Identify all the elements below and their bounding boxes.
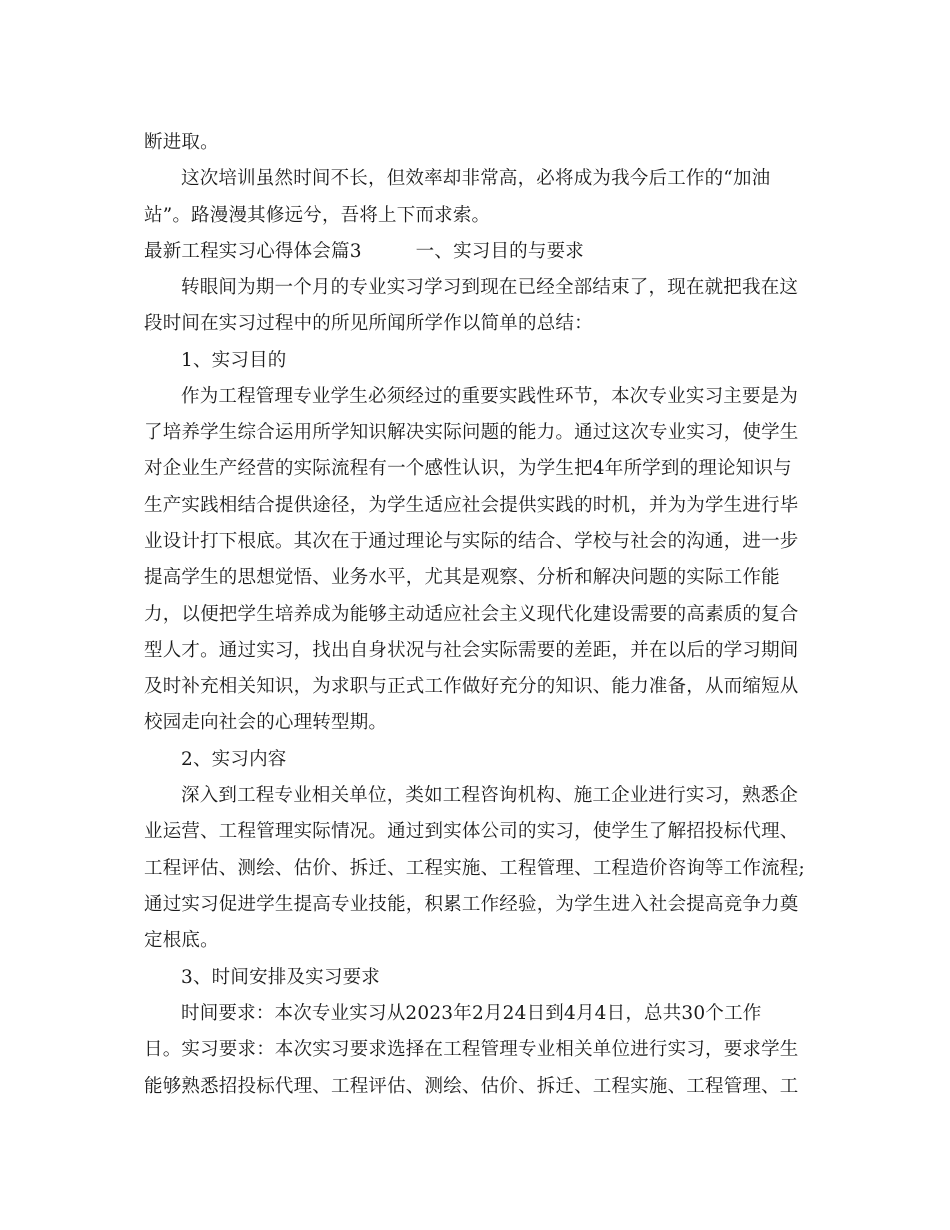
text-line: 校园走向社会的心理转型期。	[144, 712, 388, 733]
section-heading-line	[144, 240, 584, 264]
text-line: 日。实习要求：本次实习要求选择在工程管理专业相关单位进行实习，要求学生	[144, 1039, 799, 1060]
text-line: 生产实践相结合提供途径，为学生适应社会提供实践的时机，并为为学生进行毕	[144, 495, 799, 516]
text-line: 这次培训虽然时间不长，但效率却非常高，必将成为我今后工作的“加油	[181, 168, 771, 189]
text-line: 站”。路漫漫其修远兮，吾将上下而求索。	[144, 205, 491, 226]
text-line: 提高学生的思想觉悟、业务水平，尤其是观察、分析和解决问题的实际工作能	[144, 567, 780, 588]
text-line: 业设计打下根底。其次在于通过理论与实际的结合、学校与社会的沟通，进一步	[144, 531, 799, 552]
section-title: 最新工程实习心得体会篇3	[144, 241, 362, 262]
text-line: 能够熟悉招投标代理、工程评估、测绘、估价、拆迁、工程实施、工程管理、工	[144, 1076, 799, 1097]
text-line: 作为工程管理专业学生必须经过的重要实践性环节，本次专业实习主要是为	[181, 386, 799, 407]
text-line: 力，以便把学生培养成为能够主动适应社会主义现代化建设需要的高素质的复合	[144, 604, 799, 625]
subheading: 1、实习目的	[181, 350, 287, 371]
text-line: 业运营、工程管理实际情况。通过到实体公司的实习，使学生了解招投标代理、	[144, 821, 799, 842]
text-line: 通过实习促进学生提高专业技能，积累工作经验，为学生进入社会提高竞争力奠	[144, 894, 799, 915]
text-line: 及时补充相关知识，为求职与正式工作做好充分的知识、能力准备，从而缩短从	[144, 676, 799, 697]
text-line: 对企业生产经营的实际流程有一个感性认识，为学生把4年所学到的理论知识与	[144, 458, 792, 479]
text-line: 断进取。	[144, 132, 219, 153]
subheading: 3、时间安排及实习要求	[181, 967, 380, 988]
subheading: 2、实习内容	[181, 749, 287, 770]
text-line: 了培养学生综合运用所学知识解决实际问题的能力。通过这次专业实习，使学生	[144, 422, 799, 443]
text-line: 定根底。	[144, 930, 219, 951]
text-line: 工程评估、测绘、估价、拆迁、工程实施、工程管理、工程造价咨询等工作流程;	[144, 858, 805, 879]
text-line: 段时间在实习过程中的所见所闻所学作以简单的总结：	[144, 313, 593, 334]
text-line: 型人才。通过实习，找出自身状况与社会实际需要的差距，并在以后的学习期间	[144, 640, 799, 661]
section-subtitle: 一、实习目的与要求	[415, 241, 584, 262]
text-line: 转眼间为期一个月的专业实习学习到现在已经全部结束了，现在就把我在这	[181, 277, 799, 298]
text-line: 时间要求：本次专业实习从2023年2月24日到4月4日，总共30个工作	[181, 1003, 762, 1024]
text-line: 深入到工程专业相关单位，类如工程咨询机构、施工企业进行实习，熟悉企	[181, 785, 799, 806]
